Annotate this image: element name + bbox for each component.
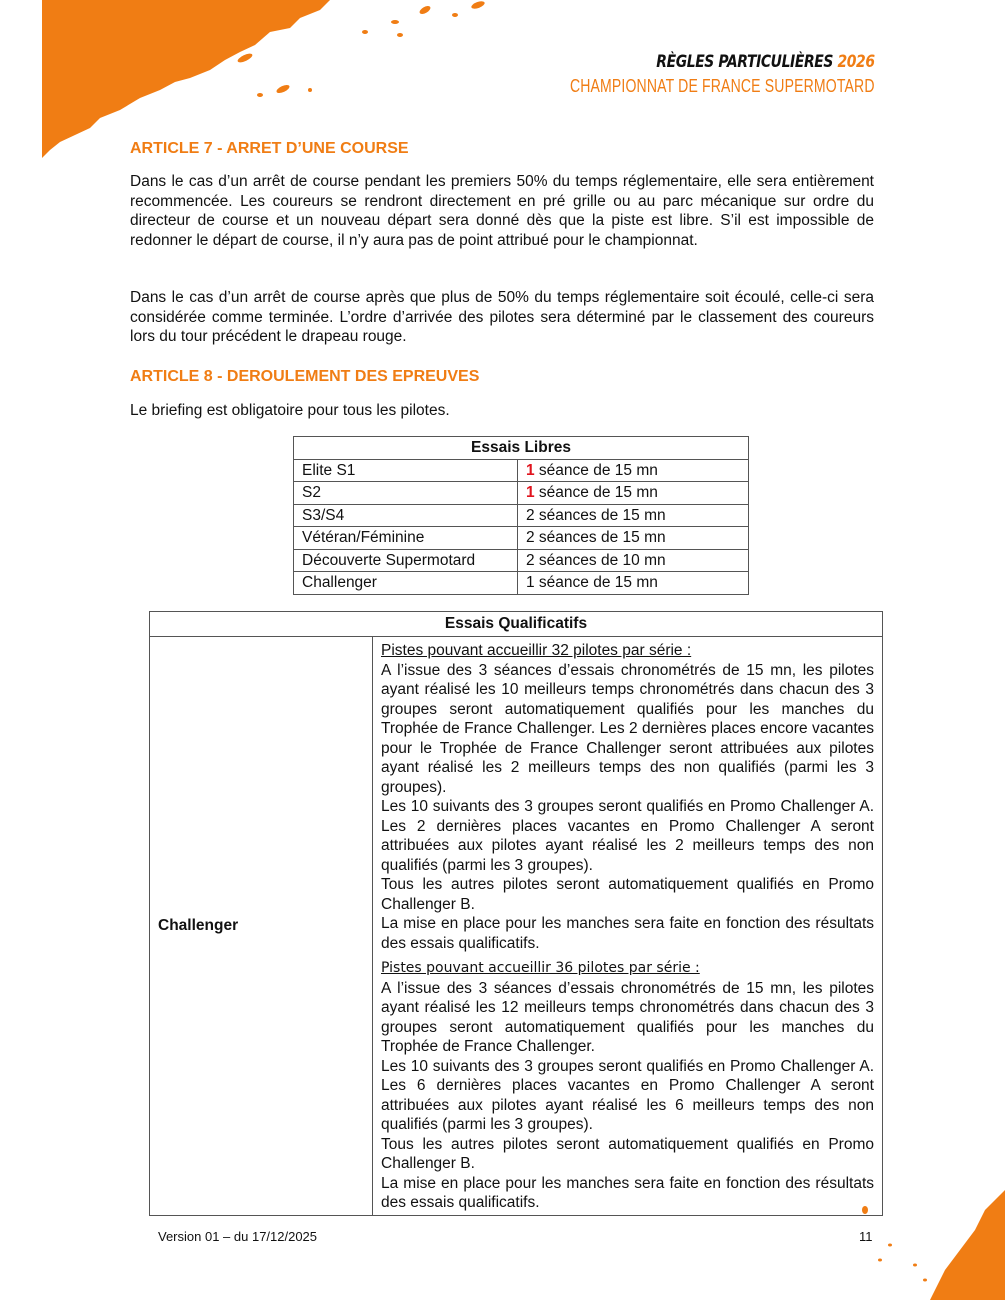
table-row [294,482,749,505]
header-title [555,52,875,72]
category-cell: Challenger [294,572,518,595]
essais-libres-table [293,436,749,595]
table-row [294,527,749,550]
session-count: 2 [526,506,535,524]
category-cell: Vétéran/Féminine [294,527,518,550]
session-count: 2 [526,529,535,547]
session-text: séance de 15 mn [534,574,658,592]
header-subtitle: CHAMPIONNAT DE FRANCE SUPERMOTARD [570,76,875,96]
article-7-heading: ARTICLE 7 - ARRET D’UNE COURSE [130,140,409,157]
session-text: séances de 10 mn [534,551,666,569]
article-7-paragraph-2: Dans le cas d’un arrêt de course après que plus de 50% du temps réglementaire soit écoulé, celle-ci sera considérée comme terminée. L’ordre d’arrivée des pilotes sera déterminé par le classement des coureurs lors du tour précédent le drapeau rouge. [130,289,874,345]
article-8-intro: Le briefing est obligatoire pour tous les pilotes. [130,402,450,419]
sessions-cell [518,482,749,505]
sessions-cell [518,549,749,572]
article-7-paragraph-1: Dans le cas d’un arrêt de course pendant les premiers 50% du temps réglementaire, elle sera entièrement recommencée. Les coureurs se rendront directement en pré grille ou au parc mécanique sur ordre du directeur de course et un nouveau départ sera donné dès que la piste est libre. S’il est impossible de redonner le départ de course, il n’y aura pas de point attribué pour le championnat. [130,173,874,249]
essais-qualificatifs-title: Essais Qualificatifs [150,612,883,637]
session-count: 1 [526,574,535,592]
block-32-p4: La mise en place pour les manches sera faite en fonction des résultats des essais qualificatifs. [381,915,874,952]
table-row [294,504,749,527]
session-count: 2 [526,551,535,569]
category-cell: Découverte Supermotard [294,549,518,572]
sessions-cell [518,572,749,595]
block-36-p3: Tous les autres pilotes seront automatiquement qualifiés en Promo Challenger B. [381,1135,874,1172]
block-36-heading: Pistes pouvant accueillir 36 pilotes par série : [381,960,700,976]
session-text: séance de 15 mn [534,484,658,502]
rules-cell [373,637,883,1216]
footer-version: Version 01 – du 17/12/2025 [158,1229,318,1244]
footer-page-number: 11 [859,1229,873,1244]
header-year: 2026 [837,52,875,72]
table-row [150,637,883,1216]
table-row [294,549,749,572]
session-text: séances de 15 mn [534,529,666,547]
sessions-cell [518,504,749,527]
block-36-p4: La mise en place pour les manches sera faite en fonction des résultats des essais qualificatifs. [381,1174,874,1211]
block-32-p2: Les 10 suivants des 3 groupes seront qualifiés en Promo Challenger A. Les 2 dernières places vacantes en Promo Challenger A seront attribuées aux pilotes ayant réalisé les 2 meilleurs temps des non qualifiés (parmi les 3 groupes). [381,798,874,874]
session-text: séance de 15 mn [534,461,658,479]
block-32-heading: Pistes pouvant accueillir 32 pilotes par série : [381,642,692,659]
block-36-p2: Les 10 suivants des 3 groupes seront qualifiés en Promo Challenger A. Les 6 dernières places vacantes en Promo Challenger A seront attribuées aux pilotes ayant réalisé les 6 meilleurs temps des non qualifiés (parmi les 3 groupes). [381,1057,874,1133]
category-cell: S3/S4 [294,504,518,527]
category-cell: S2 [294,482,518,505]
essais-qualificatifs-table [149,611,883,1216]
sessions-cell [518,527,749,550]
session-count: 1 [526,461,535,479]
header-title-text: RÈGLES PARTICULIÈRES [656,52,834,72]
category-cell: Challenger [150,637,373,1216]
document-header [484,52,875,97]
block-32-p1: A l’issue des 3 séances d’essais chronométrés de 15 mn, les pilotes ayant réalisé les 10 meilleurs temps chronométrés dans chacun des 3 groupes seront automatiquement qualifiés pour les manches du Trophée de France Challenger. Les 2 dernières places encore vacantes pour le Trophée de France Challenger seront attribuées aux pilotes ayant réalisé les 2 meilleurs temps des non qualifiés (parmi les 3 groupes). [381,661,874,796]
sessions-cell [518,459,749,482]
block-32-p3: Tous les autres pilotes seront automatiquement qualifiés en Promo Challenger B. [381,876,874,913]
category-cell: Elite S1 [294,459,518,482]
table-row [294,459,749,482]
block-36-p1: A l’issue des 3 séances d’essais chronométrés de 15 mn, les pilotes ayant réalisé les 12 meilleurs temps chronométrés dans chacun des 3 groupes seront automatiquement qualifiés pour les manches du Trophée de France Challenger. [381,979,874,1055]
session-text: séances de 15 mn [534,506,666,524]
article-8-heading: ARTICLE 8 - DEROULEMENT DES EPREUVES [130,368,480,385]
essais-libres-title: Essais Libres [294,437,749,460]
session-count: 1 [526,484,535,502]
table-row [294,572,749,595]
